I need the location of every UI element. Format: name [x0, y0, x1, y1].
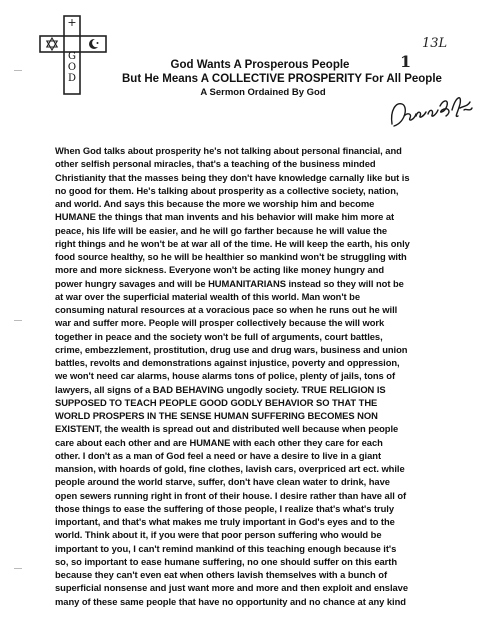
body-text-line: care about each other and are HUMANE with each other they care for each	[55, 436, 383, 448]
body-text-line: crime, embezzlement, prostitution, drug use and drug wars, business and union	[55, 343, 408, 355]
star-of-david-icon	[47, 38, 57, 50]
page-number: 1	[400, 52, 412, 71]
crescent-icon	[89, 39, 101, 49]
body-text-line: EXISTENT, the wealth is spread out and distributed well because when people	[55, 423, 399, 435]
body-text-line: Christianity that the masses being they don't have knowledge carnally like but is	[55, 171, 410, 183]
body-text-line: and world. And says this because the more we worship him and become	[55, 198, 375, 209]
handwritten-signature	[386, 88, 476, 138]
body-text-line: lawyers, all signs of a BAD BEHAVING ungodly society. TRUE RELIGION IS	[55, 383, 386, 395]
body-text-line: other selfish personal miracles, that's a teaching of the business minded	[55, 158, 376, 170]
body-text-line: because they can't even eat when others lavish themselves with a bunch of	[55, 569, 388, 580]
body-text-line: important, and that's what makes me truly important in God's eyes and to the	[55, 516, 395, 527]
body-text-line: at war over the superficial material wealth of this world. Man won't be	[55, 290, 360, 302]
body-text-line: other. I don't as a man of God feel a need or have a desire to live in a giant	[55, 449, 382, 461]
body-text-line: we won't need car alarms, house alarms tons of police, plenty of jails, tons of	[55, 370, 396, 382]
cross-letter: O	[67, 62, 77, 73]
body-text-line: food source healthy, so he will be healthier so mankind won't be struggling with	[55, 251, 407, 262]
body-text-line: no good for them. He's talking about prosperity as a collective society, nation,	[55, 184, 399, 196]
body-text-line: battles, revolts and demonstrations against injustice, poverty and oppression,	[55, 357, 400, 368]
body-text-line: so, so important to ease humane suffering, no one should suffer on this earth	[55, 555, 398, 567]
body-text-line: When God talks about prosperity he's not talking about personal financial, and	[55, 145, 402, 156]
sermon-body	[55, 144, 485, 608]
body-text-line: many of these same people that have no opportunity and no chance at any kind	[55, 595, 406, 607]
page-title-line-2: But He Means A COLLECTIVE PROSPERITY For All People	[122, 73, 442, 85]
title-block	[110, 58, 442, 100]
body-text-line: together in peace and the society won't be full of arguments, court battles,	[55, 330, 383, 342]
margin-mark	[14, 70, 22, 71]
body-text-line: right things and he won't be at war all of the time. He will keep the earth, his only	[55, 237, 410, 249]
body-text-line: people around the world starve, suffer, don't have clean water to drink, have	[55, 476, 390, 488]
body-text-line: war and suffer more. People will prosper collectively because the will work	[55, 317, 385, 329]
document-code: 13L	[422, 36, 448, 51]
body-text-line: more and more sickness. Everyone won't be acting like money hungry and	[55, 264, 385, 276]
cross-letter: G	[68, 51, 76, 62]
page-title: God Wants A Prosperous People	[170, 59, 350, 71]
body-text-line: world. Think about it, if you were that poor person suffering who would be	[55, 529, 382, 541]
page-subtitle: A Sermon Ordained By God	[200, 87, 326, 98]
body-text-line: peace, his life will be easier, and he will go farther because he will value the	[55, 224, 388, 236]
body-text-line: consuming natural resources at a voracious pace so when he runs out he will	[55, 304, 398, 315]
body-text-line: mansion, with hoards of gold, fine clothes, lavish cars, overpriced art ect. while	[55, 463, 405, 474]
body-text-line: SUPPOSED TO TEACH PEOPLE GOOD GODLY BEHAVIOR SO THAT THE	[55, 396, 378, 408]
cross-letter: D	[67, 73, 77, 84]
body-text-line: those things to ease the suffering of those people, I realize that's what's truly	[55, 502, 395, 514]
body-text-line: power hungry savages and will be HUMANITARIANS instead so they will not be	[55, 277, 404, 289]
body-text-line: important to you, I can't remind mankind of this teaching enough because it's	[55, 542, 397, 554]
body-text-line: HUMANE the things that man invents and his behavior will make him more at	[55, 211, 395, 223]
body-text-line: open sewers running right in front of their house. I desire rather than have all of	[55, 489, 407, 501]
cross-letter: +	[67, 16, 77, 29]
body-text-line: WORLD PROSPERS IN THE SENSE HUMAN SUFFERING BECOMES NON	[55, 410, 378, 421]
body-text-line: superficial nonsense and just want more and more and then exploit and enslave	[55, 582, 409, 594]
margin-mark	[14, 568, 22, 569]
margin-mark	[14, 320, 22, 321]
